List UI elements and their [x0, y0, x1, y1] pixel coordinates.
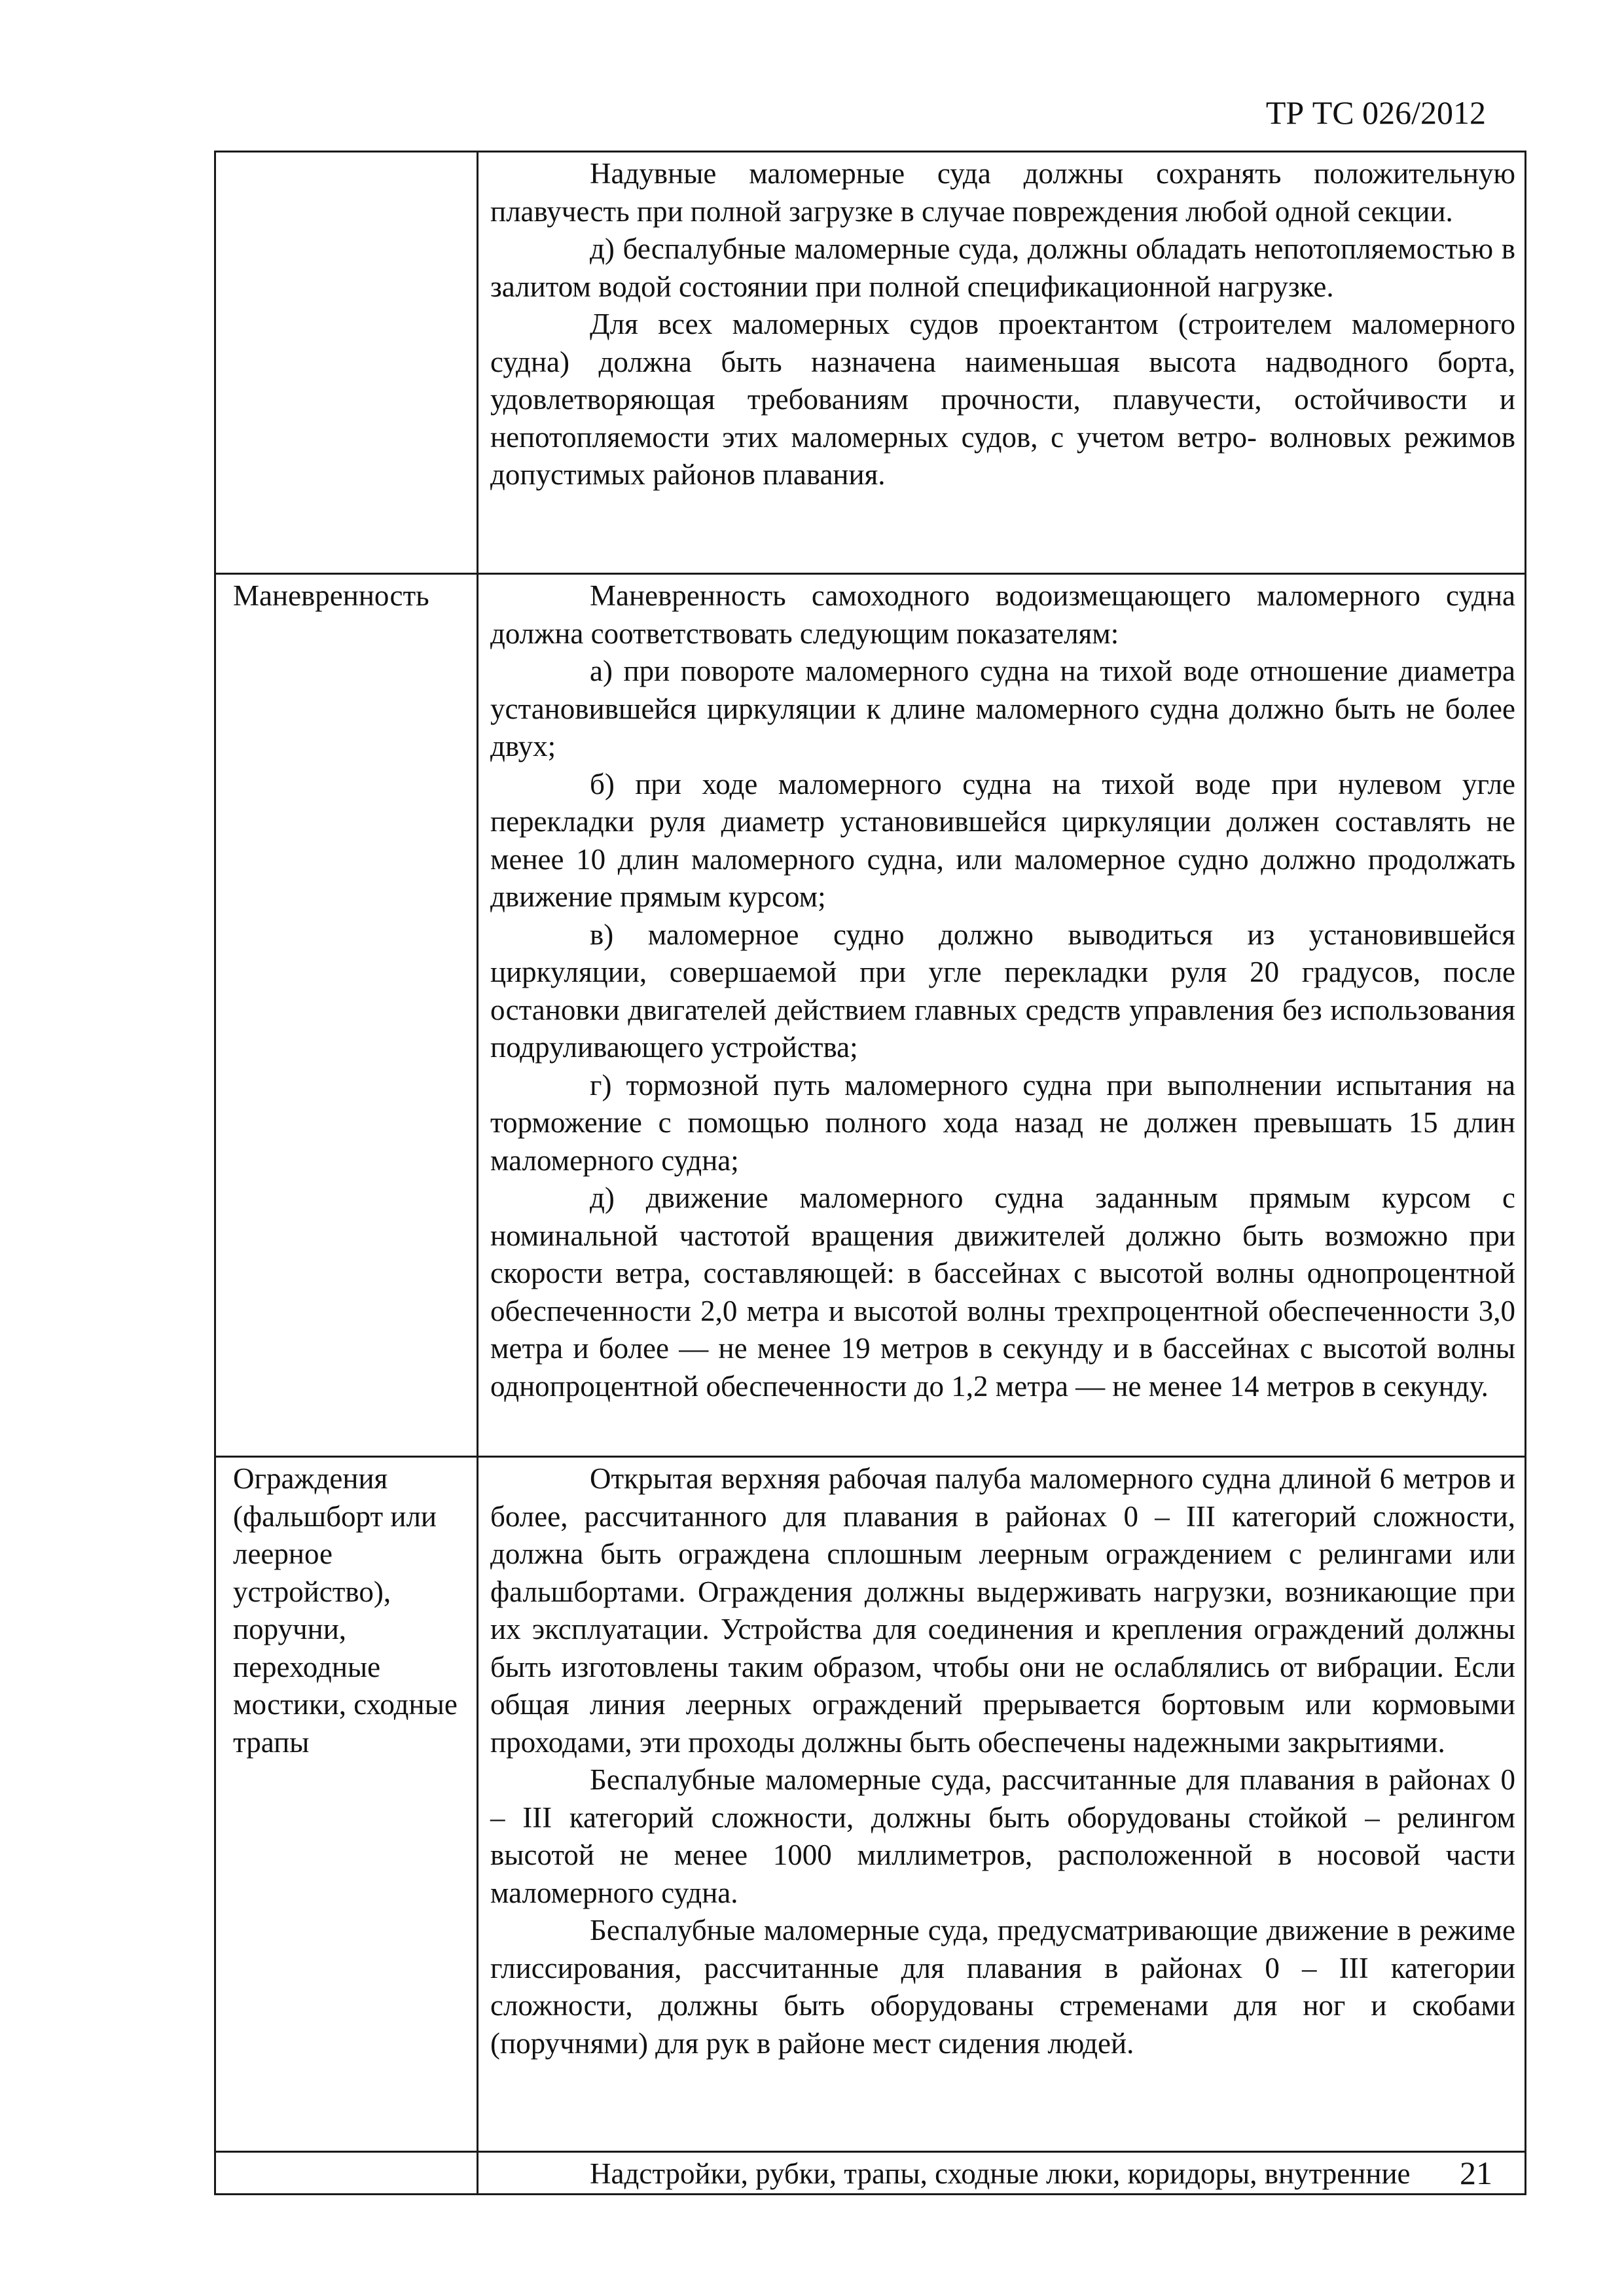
- content-cell: [478, 2152, 1526, 2195]
- paragraph: Беспалубные маломерные суда, рассчитанные для плавания в районах 0 – III категорий сложности, должны быть оборудованы стойкой – релингом высотой не менее 1000 миллиметров, расположенной в носовой части маломерного судна.: [490, 1763, 1515, 1909]
- table-row: [215, 574, 1526, 1457]
- content-cell: [478, 1457, 1526, 2152]
- requirements-table: [214, 151, 1526, 2195]
- table-row: [215, 2152, 1526, 2195]
- paragraph: д) движение маломерного судна заданным прямым курсом с номинальной частотой вращения движителей должно быть возможно при скорости ветра, составляющей: в бассейнах с высотой волны однопроцентной обеспеченности 2,0 метра и высотой волны трехпроцентной обеспеченности 3,0 метра и более — не менее 19 метров в секунду и в бассейнах с высотой волны однопроцентной обеспеченности до 1,2 метра — не менее 14 метров в секунду.: [490, 1181, 1515, 1403]
- paragraph: б) при ходе маломерного судна на тихой воде при нулевом угле перекладки руля диаметр установившейся циркуляции должен составлять не менее 10 длин маломерного судна, или маломерное судно должно продолжать движение прямым курсом;: [490, 767, 1515, 913]
- table-row: [215, 1457, 1526, 2152]
- paragraph: Беспалубные маломерные суда, предусматривающие движение в режиме глиссирования, рассчитанные для плавания в районах 0 – III категории сложности, должны быть оборудованы стременами для ног и скобами (поручнями) для рук в районе мест сидения людей.: [490, 1914, 1515, 2060]
- paragraph: Надувные маломерные суда должны сохранять положительную плавучесть при полной загрузке в случае повреждения любой одной секции.: [490, 157, 1515, 228]
- table-row: [215, 152, 1526, 574]
- paragraph: в) маломерное судно должно выводиться из установившейся циркуляции, совершаемой при угле перекладки руля 20 градусов, после остановки двигателей действием главных средств управления без использования подруливающего устройства;: [490, 918, 1515, 1064]
- paragraph: Открытая верхняя рабочая палуба маломерного судна длиной 6 метров и более, рассчитанного для плавания в районах 0 – III категорий сложности, должна быть ограждена сплошным леерным ограждением с релингами или фальшбортами. Ограждения должны выдерживать нагрузки, возникающие при их эксплуатации. Устройства для соединения и крепления ограждений должны быть изготовлены таким образом, чтобы они не ослаблялись от вибрации. Если общая линия леерных ограждений прерывается бортовым или кормовыми проходами, эти проходы должны быть обеспечены надежными закрытиями.: [490, 1462, 1515, 1759]
- content-cell: [478, 152, 1526, 574]
- page-number: 21: [1460, 2155, 1492, 2191]
- paragraph: Надстройки, рубки, трапы, сходные люки, коридоры, внутренние: [590, 2157, 1411, 2190]
- topic-cell: Маневренность: [215, 574, 478, 1457]
- topic-cell: [215, 2152, 478, 2195]
- paragraph: Маневренность самоходного водоизмещающего маломерного судна должна соответствовать следующим показателям:: [490, 579, 1515, 650]
- content-cell: [478, 574, 1526, 1457]
- topic-cell: Ограждения (фальшборт или леерное устройство), поручни, переходные мостики, сходные трапы: [215, 1457, 478, 2152]
- topic-cell: [215, 152, 478, 574]
- paragraph: Для всех маломерных судов проектантом (строителем маломерного судна) должна быть назначена наименьшая высота надводного борта, удовлетворяющая требованиям прочности, плавучести, остойчивости и непотопляемости этих маломерных судов, с учетом ветро- волновых режимов допустимых районов плавания.: [490, 308, 1515, 491]
- paragraph: а) при повороте маломерного судна на тихой воде отношение диаметра установившейся циркуляции к длине маломерного судна должно быть не более двух;: [490, 655, 1515, 762]
- paragraph: г) тормозной путь маломерного судна при выполнении испытания на торможение с помощью полного хода назад не должен превышать 15 длин маломерного судна;: [490, 1068, 1515, 1177]
- paragraph: д) беспалубные маломерные суда, должны обладать непотопляемостью в залитом водой состоянии при полной спецификационной нагрузке.: [490, 232, 1515, 303]
- document-code: ТР ТС 026/2012: [1265, 94, 1486, 131]
